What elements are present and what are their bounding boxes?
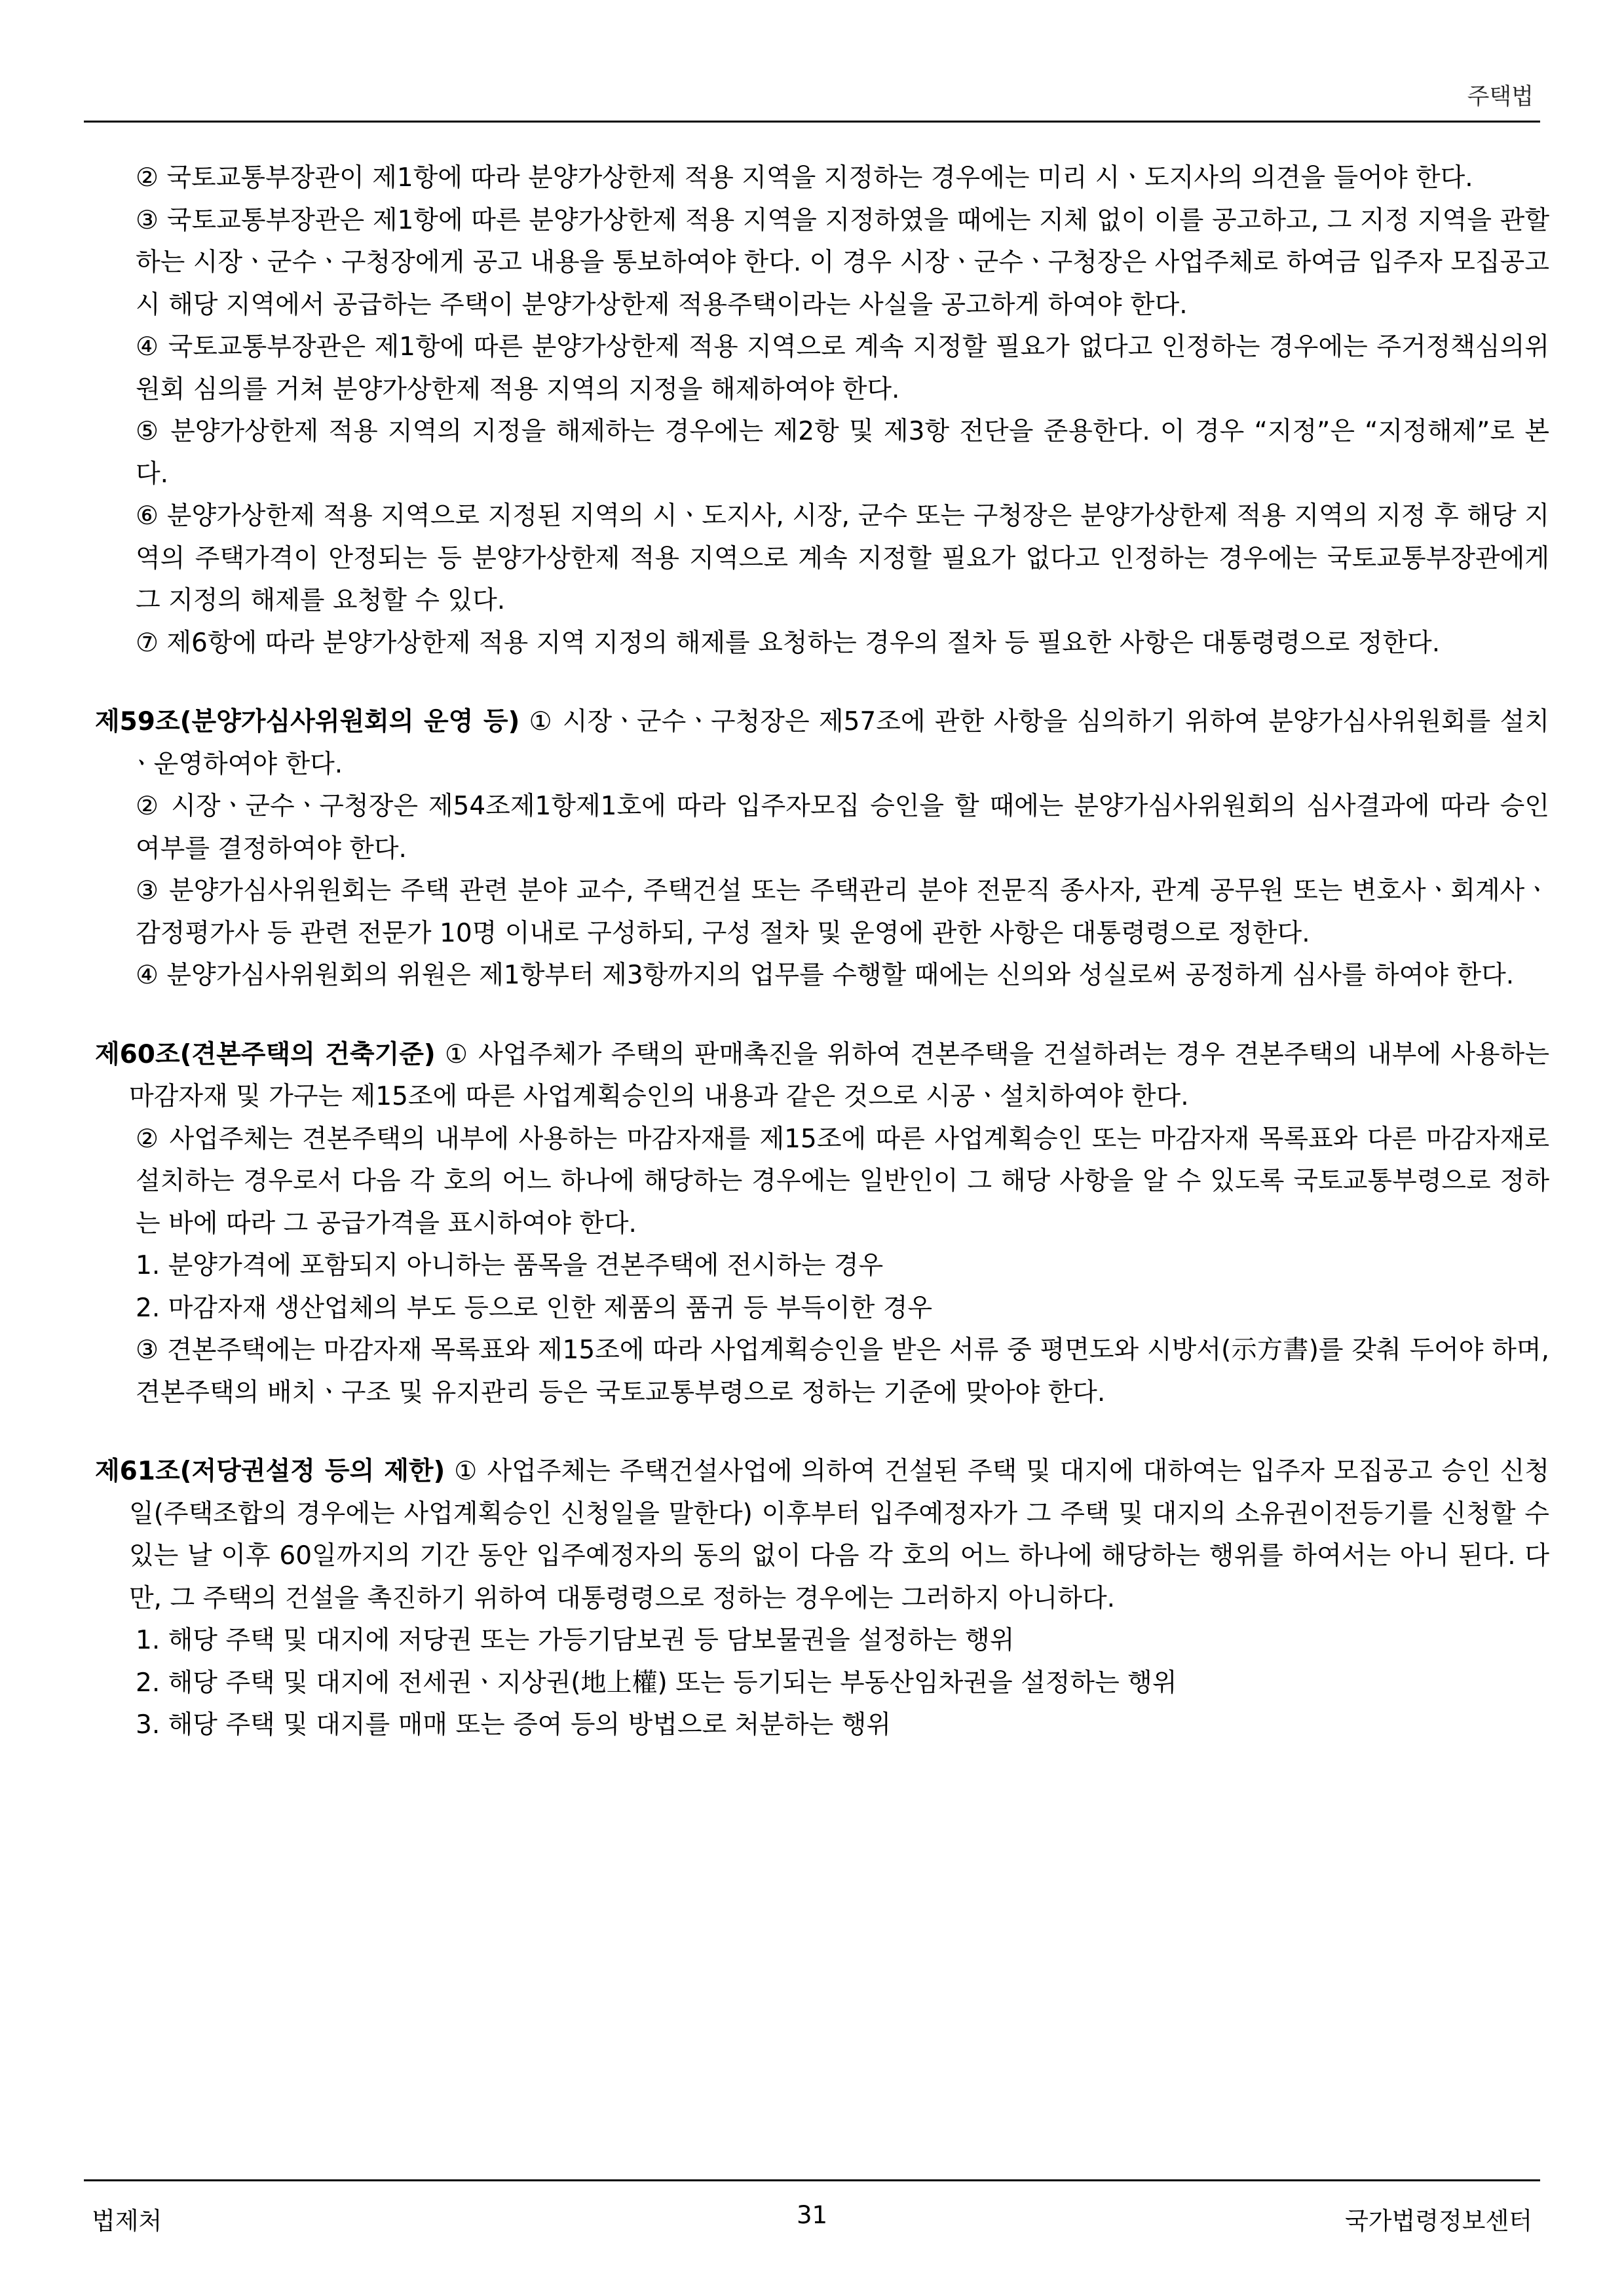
list-item: 3. 해당 주택 및 대지를 매매 또는 증여 등의 방법으로 처분하는 행위: [136, 1710, 892, 1740]
page-header: [84, 77, 1540, 123]
paragraph: ④ 국토교통부장관은 제1항에 따른 분양가상한제 적용 지역으로 계속 지정할 필요가 없다고 인정하는 경우에는 주거정책심의위원회 심의를 거쳐 분양가상한제 적용 지역의 지정을 해제하여야 한다.: [136, 332, 1549, 404]
article-61: [95, 1451, 1549, 1620]
header-title: 주택법: [1467, 84, 1534, 110]
paragraph: ④ 분양가심사위원회의 위원은 제1항부터 제3항까지의 업무를 수행할 때에는 신의와 성실로써 공정하게 심사를 하여야 한다.: [136, 961, 1515, 990]
paragraph: ② 국토교통부장관이 제1항에 따라 분양가상한제 적용 지역을 지정하는 경우에는 미리 시ㆍ도지사의 의견을 들어야 한다.: [136, 163, 1473, 193]
article-text: ① 사업주체가 주택의 판매촉진을 위하여 견본주택을 건설하려는 경우 견본주택의 내부에 사용하는 마감자재 및 가구는 제15조에 따른 사업계획승인의 내용과 같은 것으로 시공ㆍ설치하여야 한다.: [129, 1039, 1549, 1111]
paragraph: ⑤ 분양가상한제 적용 지역의 지정을 해제하는 경우에는 제2항 및 제3항 전단을 준용한다. 이 경우 “지정”은 “지정해제”로 본다.: [136, 417, 1549, 489]
page-number: 31: [796, 2201, 828, 2229]
article-title: 제61조(저당권설정 등의 제한): [95, 1457, 445, 1486]
paragraph: ③ 국토교통부장관은 제1항에 따른 분양가상한제 적용 지역을 지정하였을 때에는 지체 없이 이를 공고하고, 그 지정 지역을 관할하는 시장ㆍ군수ㆍ구청장에게 공고 내용을 통보하여야 한다. 이 경우 시장ㆍ군수ㆍ구청장은 사업주체로 하여금 입주자 모집공고 시 해당 지역에서 공급하는 주택이 분양가상한제 적용주택이라는 사실을 공고하게 하여야 한다.: [136, 205, 1549, 320]
paragraph: ② 시장ㆍ군수ㆍ구청장은 제54조제1항제1호에 따라 입주자모집 승인을 할 때에는 분양가심사위원회의 심사결과에 따라 승인 여부를 결정하여야 한다.: [136, 792, 1549, 864]
article-60: [95, 1034, 1549, 1119]
footer-publisher: 법제처: [92, 2207, 162, 2235]
list-item: 2. 해당 주택 및 대지에 전세권ㆍ지상권(地上權) 또는 등기되는 부동산임차권을 설정하는 행위: [136, 1668, 1177, 1698]
list-item: 1. 해당 주택 및 대지에 저당권 또는 가등기담보권 등 담보물권을 설정하는 행위: [136, 1626, 1015, 1655]
paragraph: ⑥ 분양가상한제 적용 지역으로 지정된 지역의 시ㆍ도지사, 시장, 군수 또는 구청장은 분양가상한제 적용 지역의 지정 후 해당 지역의 주택가격이 안정되는 등 분양가상한제 적용 지역으로 계속 지정할 필요가 없다고 인정하는 경우에는 국토교통부장관에게 그 지정의 해제를 요청할 수 있다.: [136, 501, 1549, 615]
article-title: 제59조(분양가심사위원회의 운영 등): [95, 707, 520, 737]
article-title: 제60조(견본주택의 건축기준): [95, 1039, 436, 1069]
article-text: ① 사업주체는 주택건설사업에 의하여 건설된 주택 및 대지에 대하여는 입주자 모집공고 승인 신청일(주택조합의 경우에는 사업계획승인 신청일을 말한다) 이후부터 입주예정자가 그 주택 및 대지의 소유권이전등기를 신청할 수 있는 날 이후 60일까지의 기간 동안 입주예정자의 동의 없이 다음 각 호의 어느 하나에 해당하는 행위를 하여서는 아니 된다. 다만, 그 주택의 건설을 촉진하기 위하여 대통령령으로 정하는 경우에는 그러하지 아니하다.: [129, 1457, 1549, 1613]
paragraph: ③ 분양가심사위원회는 주택 관련 분야 교수, 주택건설 또는 주택관리 분야 전문직 종사자, 관계 공무원 또는 변호사ㆍ회계사ㆍ감정평가사 등 관련 전문가 10명 이내로 구성하되, 구성 절차 및 운영에 관한 사항은 대통령령으로 정한다.: [136, 876, 1549, 948]
list-item: 1. 분양가격에 포함되지 아니하는 품목을 견본주택에 전시하는 경우: [136, 1251, 884, 1280]
article-text: ① 시장ㆍ군수ㆍ구청장은 제57조에 관한 사항을 심의하기 위하여 분양가심사위원회를 설치ㆍ운영하여야 한다.: [129, 707, 1549, 779]
page-footer: [84, 2179, 1540, 2234]
paragraph: ③ 견본주택에는 마감자재 목록표와 제15조에 따라 사업계획승인을 받은 서류 중 평면도와 시방서(示方書)를 갖춰 두어야 하며, 견본주택의 배치ㆍ구조 및 유지관리 등은 국토교통부령으로 정하는 기준에 맞아야 한다.: [136, 1335, 1549, 1407]
footer-source: 국가법령정보센터: [1345, 2207, 1532, 2235]
paragraph: ② 사업주체는 견본주택의 내부에 사용하는 마감자재를 제15조에 따른 사업계획승인 또는 마감자재 목록표와 다른 마감자재로 설치하는 경우로서 다음 각 호의 어느 하나에 해당하는 경우에는 일반인이 그 해당 사항을 알 수 있도록 국토교통부령으로 정하는 바에 따라 그 공급가격을 표시하여야 한다.: [136, 1124, 1549, 1238]
document-body: [95, 157, 1549, 1747]
paragraph: ⑦ 제6항에 따라 분양가상한제 적용 지역 지정의 해제를 요청하는 경우의 절차 등 필요한 사항은 대통령령으로 정한다.: [136, 628, 1441, 658]
article-59: [95, 701, 1549, 786]
list-item: 2. 마감자재 생산업체의 부도 등으로 인한 제품의 품귀 등 부득이한 경우: [136, 1293, 933, 1323]
